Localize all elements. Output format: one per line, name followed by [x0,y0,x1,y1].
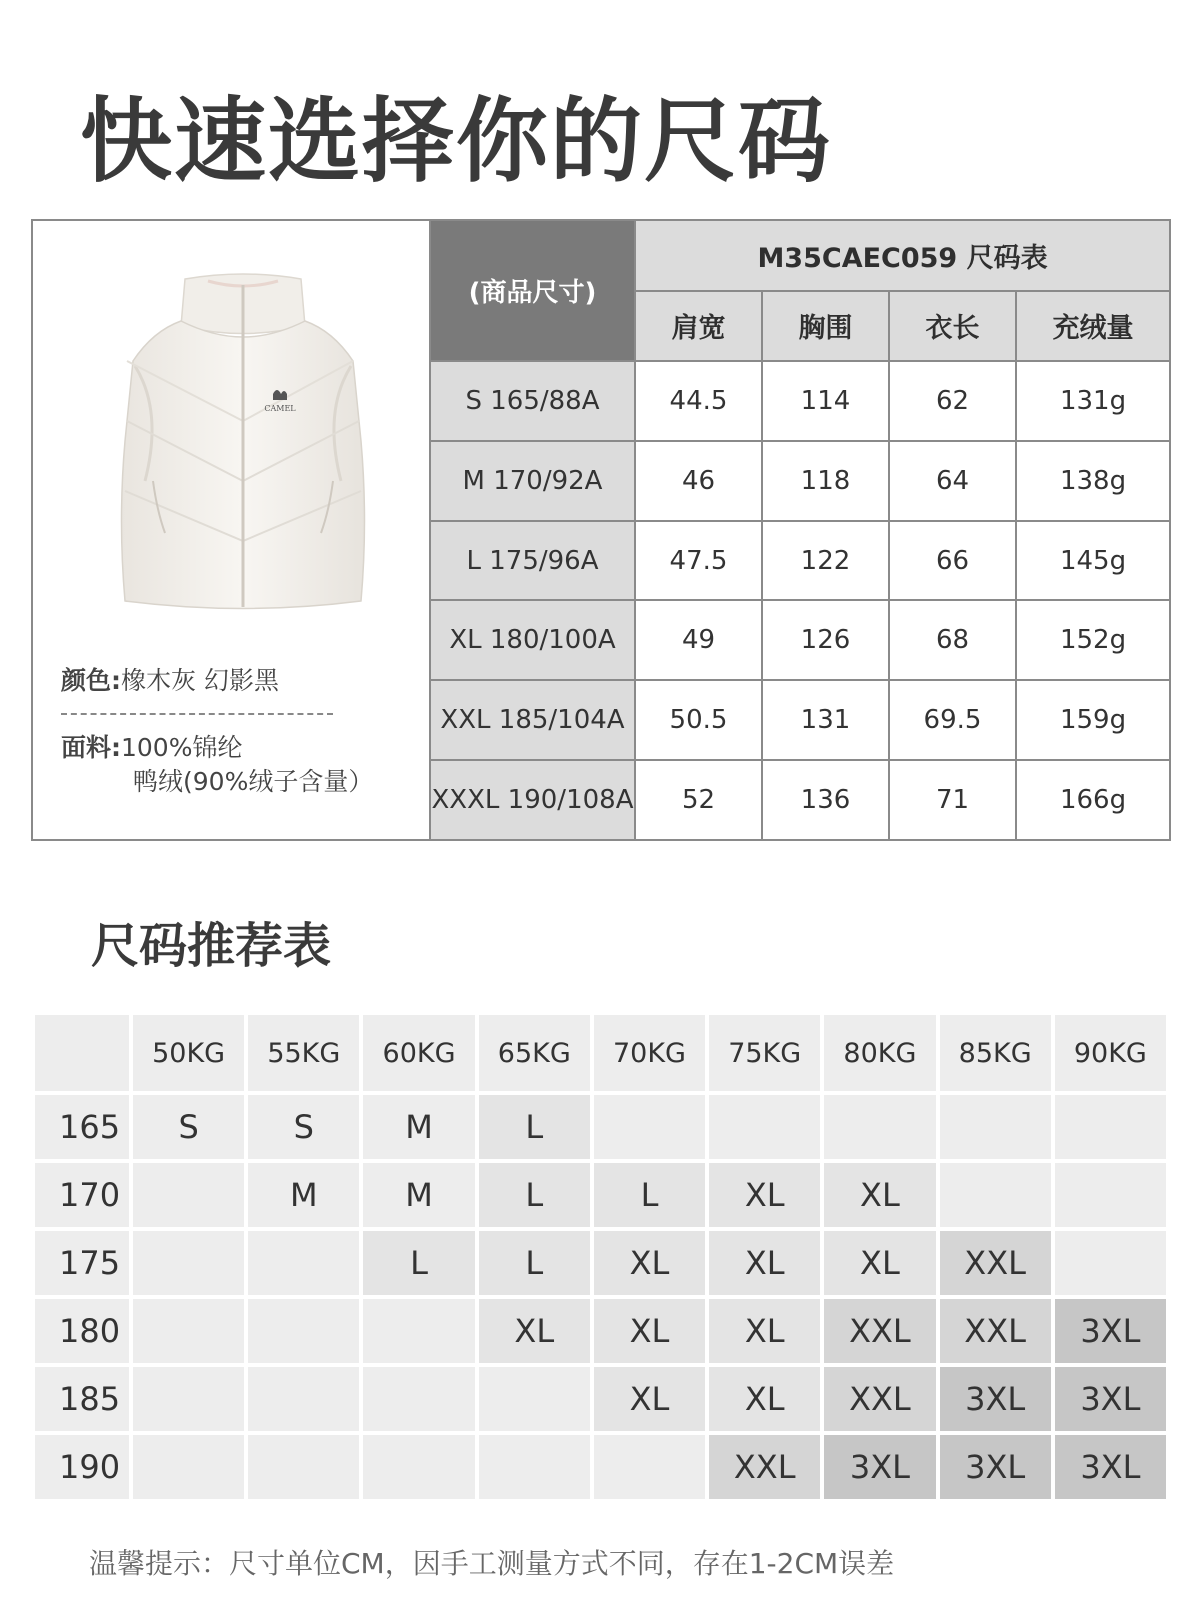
recommend-size-cell: L [592,1161,707,1229]
recommend-size-cell [246,1229,361,1297]
size-table-body [430,361,1170,840]
fabric-value-2: 鸭绒(90%绒子含量） [133,767,374,796]
color-value: 橡木灰 幻影黑 [121,666,279,695]
recommend-size-cell [361,1433,476,1501]
recommend-size-cell: XL [822,1161,937,1229]
height-cell: 175 [33,1229,131,1297]
size-row [430,760,1170,840]
size-table-corner: (商品尺寸) [430,220,635,361]
size-value-cell: 66 [889,521,1016,601]
recommend-size-cell [246,1297,361,1365]
recommend-size-cell: L [477,1093,592,1161]
size-value-cell: 52 [635,760,762,840]
size-row [430,680,1170,760]
size-value-cell: 152g [1016,600,1170,680]
recommend-size-cell: XL [822,1229,937,1297]
weight-header-row [33,1013,1168,1093]
recommend-size-cell [1053,1229,1168,1297]
recommend-size-cell: XL [592,1297,707,1365]
size-value-cell: 68 [889,600,1016,680]
recommend-size-cell: XXL [822,1297,937,1365]
weight-header: 55KG [246,1013,361,1093]
column-header: 肩宽 [635,291,762,362]
color-info [61,661,279,697]
vest-image [113,271,373,621]
size-value-cell: 126 [762,600,889,680]
fabric-value: 100%锦纶 [121,733,243,762]
recommend-row [33,1297,1168,1365]
recommend-row [33,1365,1168,1433]
size-value-cell: 131g [1016,361,1170,441]
recommend-row [33,1229,1168,1297]
size-name-cell: XXL 185/104A [430,680,635,760]
recommend-table [31,1011,1170,1503]
weight-header: 80KG [822,1013,937,1093]
recommend-size-cell: XL [707,1297,822,1365]
size-value-cell: 69.5 [889,680,1016,760]
recommend-size-cell [592,1433,707,1501]
size-value-cell: 62 [889,361,1016,441]
weight-header: 65KG [477,1013,592,1093]
height-cell: 170 [33,1161,131,1229]
recommend-size-cell: 3XL [1053,1297,1168,1365]
height-cell: 185 [33,1365,131,1433]
size-value-cell: 131 [762,680,889,760]
recommend-size-cell: S [246,1093,361,1161]
size-value-cell: 118 [762,441,889,521]
recommend-size-cell: L [361,1229,476,1297]
recommend-size-cell: 3XL [1053,1365,1168,1433]
size-name-cell: S 165/88A [430,361,635,441]
recommend-size-cell [938,1093,1053,1161]
size-name-cell: XXXL 190/108A [430,760,635,840]
recommend-size-cell [131,1365,246,1433]
recommend-size-cell [131,1161,246,1229]
size-value-cell: 71 [889,760,1016,840]
weight-header: 50KG [131,1013,246,1093]
recommend-size-cell: XL [707,1161,822,1229]
recommend-size-cell [246,1365,361,1433]
recommend-size-cell [822,1093,937,1161]
recommend-size-cell: XL [592,1365,707,1433]
size-name-cell: M 170/92A [430,441,635,521]
size-value-cell: 44.5 [635,361,762,441]
column-header: 衣长 [889,291,1016,362]
recommend-table-body [33,1013,1168,1501]
recommend-row [33,1161,1168,1229]
weight-header: 90KG [1053,1013,1168,1093]
recommend-size-cell: 3XL [938,1433,1053,1501]
fabric-label: 面料: [61,733,121,762]
recommend-size-cell: 3XL [822,1433,937,1501]
size-value-cell: 49 [635,600,762,680]
size-value-cell: 159g [1016,680,1170,760]
height-cell: 190 [33,1433,131,1501]
recommend-title: 尺码推荐表 [91,918,332,974]
size-value-cell: 50.5 [635,680,762,760]
fabric-info [61,728,242,764]
recommend-size-cell: XXL [822,1365,937,1433]
size-value-cell: 145g [1016,521,1170,601]
height-cell: 165 [33,1093,131,1161]
weight-header: 75KG [707,1013,822,1093]
recommend-size-cell: XL [707,1365,822,1433]
weight-header: 70KG [592,1013,707,1093]
recommend-size-cell [477,1365,592,1433]
size-row [430,521,1170,601]
recommend-size-cell: L [477,1161,592,1229]
size-value-cell: 122 [762,521,889,601]
size-row [430,361,1170,441]
recommend-size-cell: XL [707,1229,822,1297]
recommend-size-cell [592,1093,707,1161]
recommend-size-cell [1053,1161,1168,1229]
size-value-cell: 136 [762,760,889,840]
recommend-size-cell [131,1433,246,1501]
product-card [31,219,429,841]
size-value-cell: 138g [1016,441,1170,521]
recommend-size-cell [361,1297,476,1365]
recommend-size-cell [246,1433,361,1501]
weight-header: 85KG [938,1013,1053,1093]
recommend-size-cell: 3XL [938,1365,1053,1433]
recommend-size-cell [1053,1093,1168,1161]
recommend-size-cell [131,1229,246,1297]
size-value-cell: 64 [889,441,1016,521]
recommend-corner [33,1013,131,1093]
recommend-size-cell: L [477,1229,592,1297]
page-title: 快速选择你的尺码 [80,88,833,195]
size-value-cell: 166g [1016,760,1170,840]
size-table-title: M35CAEC059 尺码表 [635,220,1170,291]
recommend-size-cell: M [361,1093,476,1161]
recommend-size-cell [131,1297,246,1365]
size-row [430,600,1170,680]
size-value-cell: 46 [635,441,762,521]
recommend-size-cell [477,1433,592,1501]
weight-header: 60KG [361,1013,476,1093]
size-table [429,219,1171,841]
footnote: 温馨提示：尺寸单位CM，因手工测量方式不同，存在1-2CM误差 [89,1547,895,1580]
brand-logo: CAMEL [264,404,296,413]
recommend-size-cell: M [246,1161,361,1229]
recommend-size-cell: 3XL [1053,1433,1168,1501]
recommend-size-cell: XL [592,1229,707,1297]
recommend-size-cell: XXL [938,1297,1053,1365]
column-header: 胸围 [762,291,889,362]
column-header: 充绒量 [1016,291,1170,362]
recommend-size-cell: XL [477,1297,592,1365]
recommend-size-cell: XXL [707,1433,822,1501]
recommend-size-cell [938,1161,1053,1229]
recommend-row [33,1093,1168,1161]
recommend-size-cell: XXL [938,1229,1053,1297]
size-value-cell: 114 [762,361,889,441]
size-name-cell: L 175/96A [430,521,635,601]
recommend-size-cell [707,1093,822,1161]
size-name-cell: XL 180/100A [430,600,635,680]
dashed-divider [61,713,333,715]
size-row [430,441,1170,521]
recommend-size-cell: S [131,1093,246,1161]
size-value-cell: 47.5 [635,521,762,601]
color-label: 颜色: [61,666,121,695]
height-cell: 180 [33,1297,131,1365]
recommend-size-cell [361,1365,476,1433]
recommend-row [33,1433,1168,1501]
recommend-size-cell: M [361,1161,476,1229]
